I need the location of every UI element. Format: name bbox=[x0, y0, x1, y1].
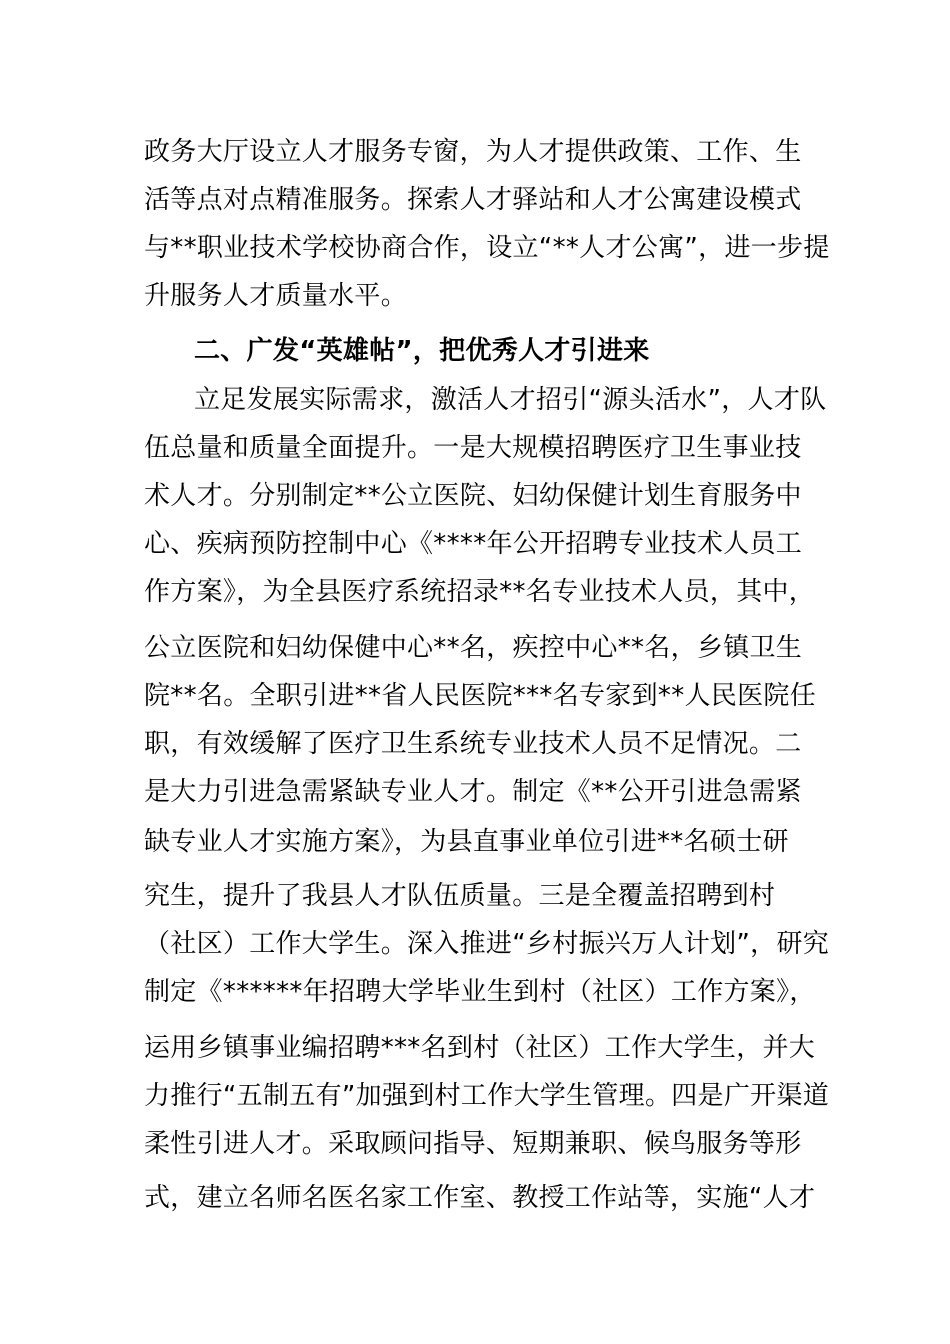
body-line: 柔性引进人才。采取顾问指导、短期兼职、候鸟服务等形 bbox=[144, 1129, 802, 1159]
body-line: 制定《******年招聘大学毕业生到村（社区）工作方案》， bbox=[144, 977, 816, 1007]
body-line: 式，建立名师名医名家工作室、教授工作站等，实施“人才 bbox=[144, 1183, 816, 1213]
body-line: 院**名。全职引进**省人民医院***名专家到**人民医院任 bbox=[144, 681, 817, 711]
body-line: 伍总量和质量全面提升。一是大规模招聘医疗卫生事业技 bbox=[144, 433, 802, 463]
body-line: （社区）工作大学生。深入推进“乡村振兴万人计划”，研究 bbox=[144, 929, 830, 959]
body-line: 运用乡镇事业编招聘***名到村（社区）工作大学生，并大 bbox=[144, 1033, 816, 1063]
body-line: 是大力引进急需紧缺专业人才。制定《**公开引进急需紧 bbox=[144, 777, 802, 807]
body-line: 心、疾病预防控制中心《****年公开招聘专业技术人员工 bbox=[144, 529, 803, 559]
paragraph-first-line: 立足发展实际需求，激活人才招引“源头活水”，人才队 bbox=[194, 385, 827, 415]
body-line: 作方案》，为全县医疗系统招录**名专业技术人员，其中， bbox=[144, 577, 816, 607]
body-line: 升服务人才质量水平。 bbox=[144, 281, 408, 311]
body-line: 政务大厅设立人才服务专窗，为人才提供政策、工作、生 bbox=[144, 137, 802, 167]
section-heading: 二、广发“英雄帖”，把优秀人才引进来 bbox=[194, 336, 650, 366]
body-line: 公立医院和妇幼保健中心**名，疾控中心**名，乡镇卫生 bbox=[144, 633, 803, 663]
body-line: 职，有效缓解了医疗卫生系统专业技术人员不足情况。二 bbox=[144, 729, 802, 759]
body-line: 力推行“五制五有”加强到村工作大学生管理。四是广开渠道 bbox=[144, 1081, 830, 1111]
body-line: 缺专业人才实施方案》，为县直事业单位引进**名硕士研 bbox=[144, 827, 789, 857]
body-line: 究生，提升了我县人才队伍质量。三是全覆盖招聘到村 bbox=[144, 881, 776, 911]
body-line: 术人才。分别制定**公立医院、妇幼保健计划生育服务中 bbox=[144, 481, 802, 511]
body-line: 与**职业技术学校协商合作，设立“**人才公寓”，进一步提 bbox=[144, 233, 830, 263]
body-line: 活等点对点精准服务。探索人才驿站和人才公寓建设模式 bbox=[144, 185, 802, 215]
